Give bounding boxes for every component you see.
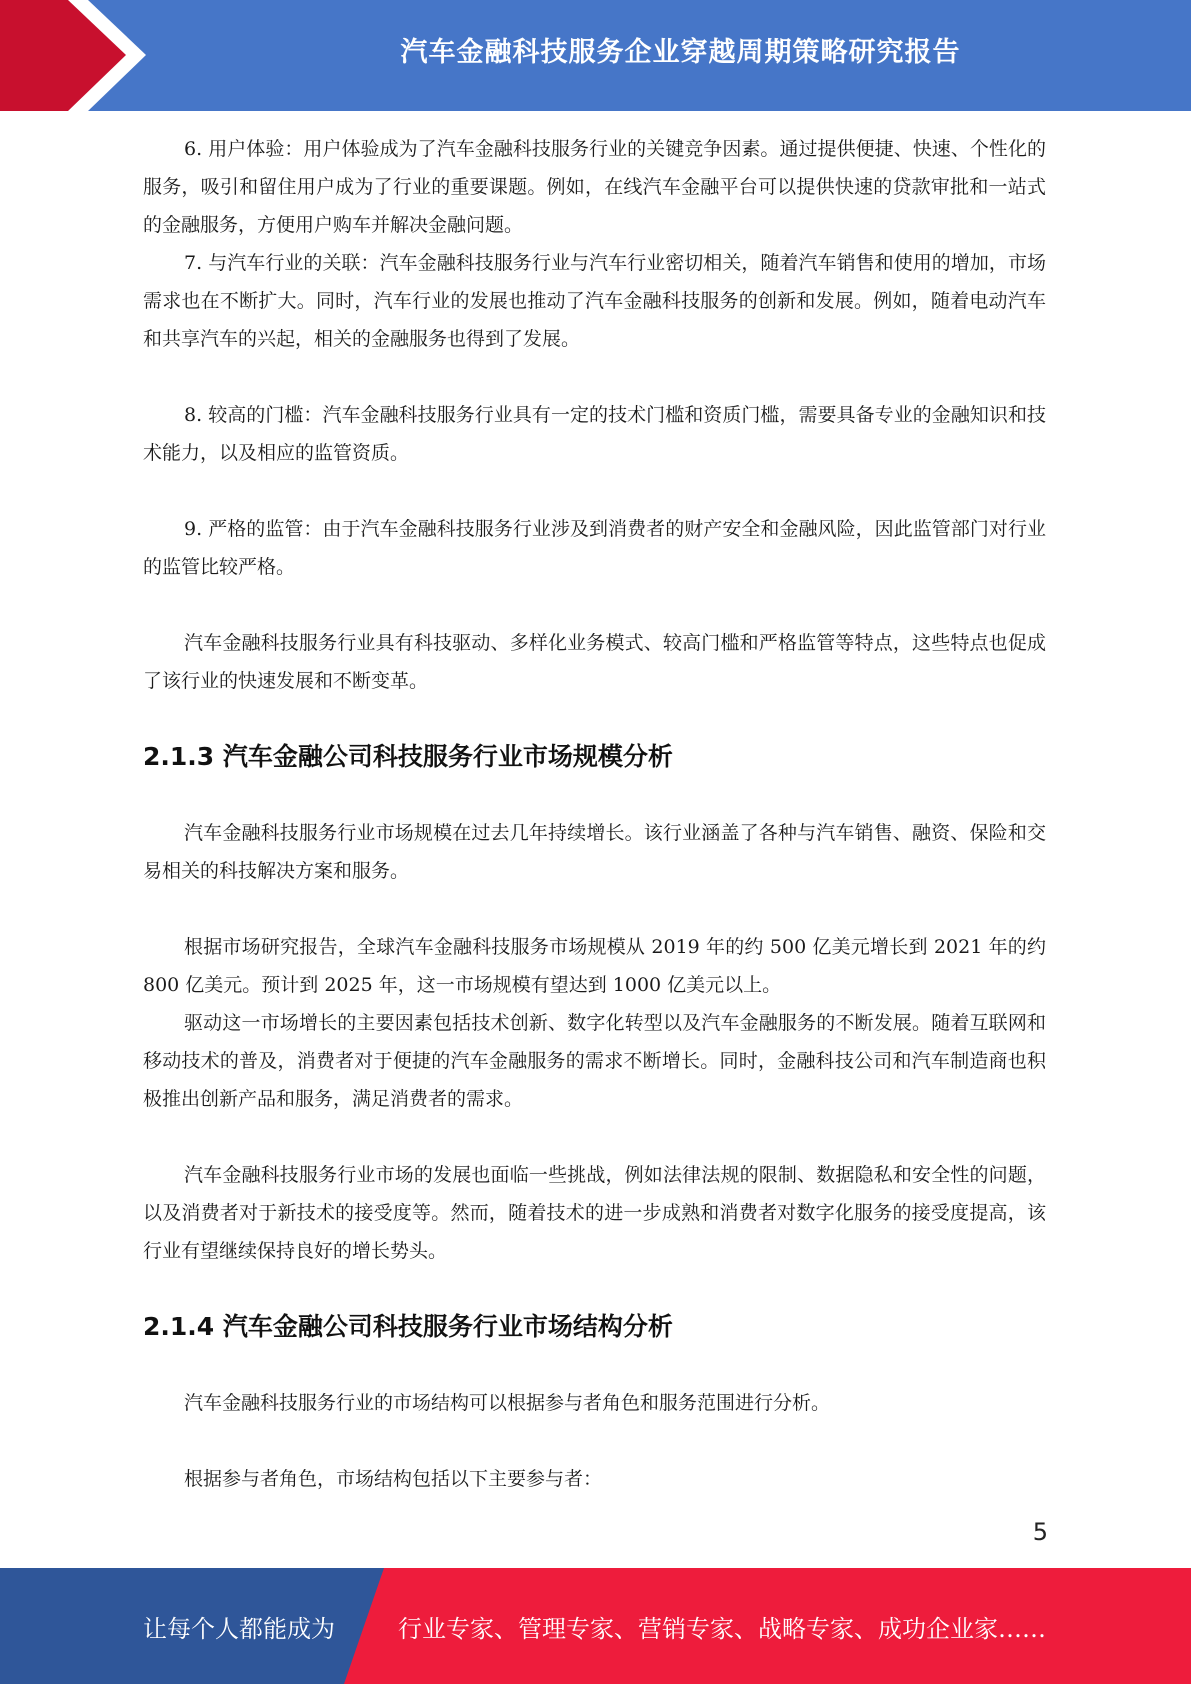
body-paragraph: 汽车金融科技服务行业市场规模在过去几年持续增长。该行业涵盖了各种与汽车销售、融资、保险和交易相关的科技解决方案和服务。	[143, 822, 1046, 882]
footer-slogan-right: 行业专家、管理专家、营销专家、战略专家、成功企业家……	[398, 1614, 1046, 1643]
section-heading: 2.1.4 汽车金融公司科技服务行业市场结构分析	[143, 1312, 673, 1341]
paragraph-spacer	[143, 776, 1046, 814]
page-number: 5	[1032, 1518, 1048, 1546]
paragraph-spacer	[143, 1118, 1046, 1156]
paragraph-spacer	[143, 586, 1046, 624]
paragraph-spacer	[143, 1422, 1046, 1460]
footer-slogan-left: 让每个人都能成为	[143, 1614, 335, 1643]
section-heading: 2.1.3 汽车金融公司科技服务行业市场规模分析	[143, 742, 673, 771]
report-title: 汽车金融科技服务企业穿越周期策略研究报告	[400, 36, 961, 68]
body-paragraph: 7. 与汽车行业的关联：汽车金融科技服务行业与汽车行业密切相关，随着汽车销售和使用的增加，市场需求也在不断扩大。同时，汽车行业的发展也推动了汽车金融科技服务的创新和发展。例如，随着电动汽车和共享汽车的兴起，相关的金融服务也得到了发展。	[143, 252, 1046, 350]
page-header	[0, 0, 1191, 111]
paragraph-spacer	[143, 472, 1046, 510]
body-paragraph: 汽车金融科技服务行业的市场结构可以根据参与者角色和服务范围进行分析。	[184, 1392, 831, 1414]
paragraph-spacer	[143, 358, 1046, 396]
body-paragraph: 汽车金融科技服务行业市场的发展也面临一些挑战，例如法律法规的限制、数据隐私和安全性的问题，以及消费者对于新技术的接受度等。然而，随着技术的进一步成熟和消费者对数字化服务的接受度提高，该行业有望继续保持良好的增长势头。	[143, 1164, 1046, 1262]
document-body	[143, 130, 1046, 1498]
body-paragraph: 汽车金融科技服务行业具有科技驱动、多样化业务模式、较高门槛和严格监管等特点，这些特点也促成了该行业的快速发展和不断变革。	[143, 632, 1046, 692]
paragraph-spacer	[143, 890, 1046, 928]
body-paragraph: 根据市场研究报告，全球汽车金融科技服务市场规模从 2019 年的约 500 亿美元增长到 2021 年的约 800 亿美元。预计到 2025 年，这一市场规模有望达到 1000 亿美元以上。	[143, 936, 1046, 996]
body-paragraph: 6. 用户体验：用户体验成为了汽车金融科技服务行业的关键竞争因素。通过提供便捷、快速、个性化的服务，吸引和留住用户成为了行业的重要课题。例如，在线汽车金融平台可以提供快速的贷款审批和一站式的金融服务，方便用户购车并解决金融问题。	[143, 138, 1046, 236]
body-paragraph: 驱动这一市场增长的主要因素包括技术创新、数字化转型以及汽车金融服务的不断发展。随着互联网和移动技术的普及，消费者对于便捷的汽车金融服务的需求不断增长。同时，金融科技公司和汽车制造商也积极推出创新产品和服务，满足消费者的需求。	[143, 1012, 1046, 1110]
paragraph-spacer	[143, 700, 1046, 738]
body-paragraph: 9. 严格的监管：由于汽车金融科技服务行业涉及到消费者的财产安全和金融风险，因此监管部门对行业的监管比较严格。	[143, 518, 1046, 578]
paragraph-spacer	[143, 1270, 1046, 1308]
body-paragraph: 根据参与者角色，市场结构包括以下主要参与者：	[184, 1468, 603, 1490]
paragraph-spacer	[143, 1346, 1046, 1384]
page-footer	[0, 1568, 1191, 1684]
body-paragraph: 8. 较高的门槛：汽车金融科技服务行业具有一定的技术门槛和资质门槛，需要具备专业的金融知识和技术能力，以及相应的监管资质。	[143, 404, 1046, 464]
